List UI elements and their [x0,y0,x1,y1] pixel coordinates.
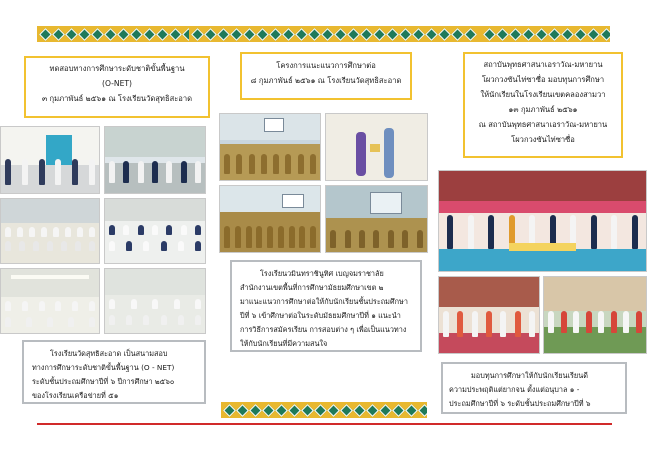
onet-photo-classroom [104,268,206,334]
scholarship-photo-outdoor [543,276,647,354]
caption-line: สำนักงานเขตพื้นที่การศึกษามัธยมศึกษาเขต ๒ [240,283,384,292]
guidance-caption-box [230,260,422,352]
caption-line: มอบทุนการศึกษาให้กับนักเรียนเรียนดี [471,371,588,380]
title-line: ๓ กุมภาพันธ์ ๒๕๖๑ ณ โรงเรียนวัดสุทธิสะอาด [41,94,193,103]
title-line: โผวกวงซันไท่ซาซื่อ มอบทุนการศึกษา [481,75,605,84]
title-line: ๑๓ กุมภาพันธ์ ๒๕๖๑ [508,105,578,114]
guidance-photo-audience [219,185,321,253]
scholarship-photo-students [438,276,540,354]
guidance-title-box [240,52,412,100]
caption-line: ทางการศึกษาระดับชาติขั้นพื้นฐาน (O - NET) [32,363,175,372]
bottom-rule [37,423,612,425]
guidance-photo-stage [325,185,428,253]
caption-line: ของโรงเรียนเครือข่ายที่ ๕๑ [32,391,119,400]
caption-line: ความประพฤติแต่ยากจน ตั้งแต่อนุบาล ๑ - [449,385,580,394]
top-right-banner [481,26,610,42]
title-line: โครงการแนะแนวการศึกษาต่อ [276,61,376,70]
caption-line: ประถมศึกษาปีที่ ๖ ระดับชั้นประถมศึกษาปีที่ ๖ [449,399,591,408]
title-line: ทดสอบทางการศึกษาระดับชาติขั้นพื้นฐาน [49,64,185,73]
title-line: ให้นักเรียนในโรงเรียนเขตคลองสามวา [480,90,606,99]
top-center-banner [189,26,481,42]
onet-photo-queue [104,126,206,194]
title-line: (O-NET) [102,79,132,88]
onet-title-box [24,56,210,118]
scholarship-caption-box [441,362,627,414]
caption-line: ให้กับนักเรียนที่มีความสนใจ [240,339,328,348]
caption-line: ปีที่ ๖ เข้าศึกษาต่อในระดับมัธยมศึกษาปีที่ ๑ แนะนำ [240,311,401,320]
caption-line: มาแนะแนวการศึกษาต่อให้กับนักเรียนชั้นประถมศึกษา [240,297,408,306]
bottom-center-banner [221,402,427,418]
title-line: สถาบันพุทธศาสนาเอราวัณ-มหายาน [483,60,603,69]
caption-line: โรงเรียนวัดสุทธิสะอาด เป็นสนามสอบ [50,349,168,358]
onet-photo-hall [0,198,100,264]
caption-line: ระดับชั้นประถมศึกษาปีที่ ๖ ปีการศึกษา ๒๕๖๐ [32,377,175,386]
caption-line: โรงเรียนวมินทราชินูทิศ เบญจมราชาลัย [260,269,384,278]
title-line: ๘ กุมภาพันธ์ ๒๕๖๑ ณ โรงเรียนวัดสุทธิสะอาด [250,76,402,85]
title-line: ณ สถาบันพุทธศาสนาเอราวัณ-มหายาน [478,120,608,129]
title-line: โผวกวงซันไท่ซาซื่อ [511,135,575,144]
onet-photo-exam-room [0,268,100,334]
onet-photo-students-outdoor [0,126,100,194]
guidance-photo-presenters [325,113,428,181]
onet-photo-assembly [104,198,206,264]
top-left-banner [37,26,189,42]
scholarship-photo-group [438,170,647,272]
guidance-photo-hall [219,113,321,181]
caption-line: การวิธีการสมัครเรียน การสอบต่าง ๆ เพื่อเป็นแนวทาง [240,325,407,334]
scholarship-title-box [463,52,623,158]
onet-caption-box [22,340,206,404]
